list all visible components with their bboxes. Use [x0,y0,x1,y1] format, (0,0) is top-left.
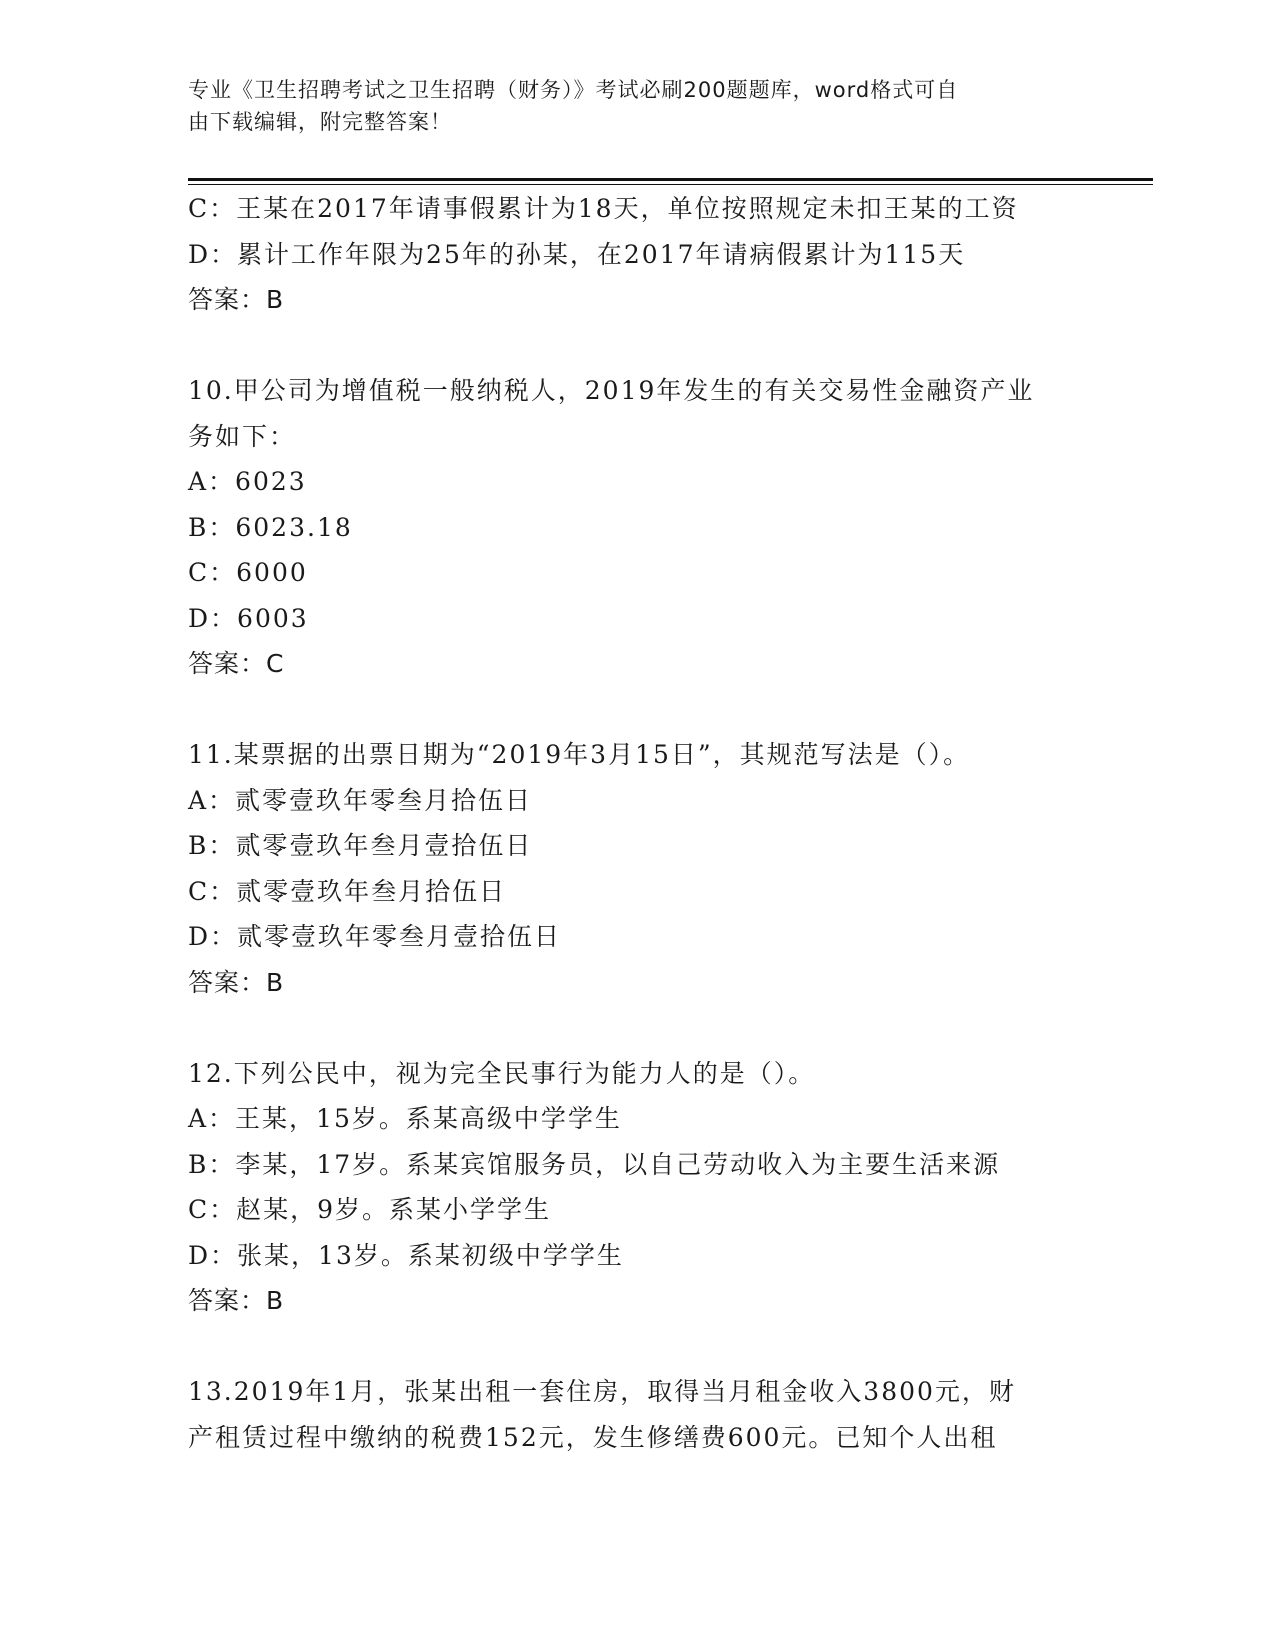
option-c: C：6000 [188,558,308,587]
option-d: D：贰零壹玖年零叁月壹拾伍日 [188,922,562,951]
answer: 答案：B [188,967,285,997]
question-text-line-1: 13.2019年1月，张某出租一套住房，取得当月租金收入3800元，财 [188,1377,1016,1406]
spacer [188,323,1088,369]
answer: 答案：B [188,285,285,314]
option-a: A：6023 [188,467,307,496]
question-13 [188,1369,1088,1460]
question-text: 11.某票据的出票日期为“2019年3月15日”，其规范写法是（）。 [188,740,971,769]
question-text-line-2: 务如下： [188,421,297,451]
option-b: B：贰零壹玖年叁月壹拾伍日 [188,831,533,860]
option-b: B：6023.18 [188,512,353,542]
question-12 [188,1051,1088,1324]
answer: 答案：C [188,649,285,678]
option-b: B：李某，17岁。系某宾馆服务员，以自己劳动收入为主要生活来源 [188,1149,1001,1179]
option-a: A：贰零壹玖年零叁月拾伍日 [188,785,533,815]
header-line-1: 专业《卫生招聘考试之卫生招聘（财务）》考试必刷200题题库，word格式可自 [188,78,959,102]
option-d: D：张某，13岁。系某初级中学学生 [188,1240,624,1270]
answer: 答案：B [188,1286,285,1315]
question-10 [188,368,1088,687]
question-list [188,186,1088,1460]
header-divider-thick [188,178,1153,181]
document-header [188,74,1068,138]
spacer [188,687,1088,733]
option-d: D：累计工作年限为25年的孙某，在2017年请病假累计为115天 [188,239,966,269]
spacer [188,1005,1088,1051]
spacer [188,1324,1088,1370]
option-c: C：贰零壹玖年叁月拾伍日 [188,876,507,906]
question-text-line-1: 10.甲公司为增值税一般纳税人，2019年发生的有关交易性金融资产业 [188,376,1035,405]
option-a: A：王某，15岁。系某高级中学学生 [188,1104,622,1133]
option-d: D：6003 [188,603,309,633]
question-text: 12.下列公民中，视为完全民事行为能力人的是（）。 [188,1058,816,1088]
question-text-line-2: 产租赁过程中缴纳的税费152元，发生修缮费600元。已知个人出租 [188,1422,998,1452]
question-9 [188,186,1088,323]
option-c: C：王某在2017年请事假累计为18天，单位按照规定未扣王某的工资 [188,194,1019,223]
header-divider-thin [188,184,1153,185]
option-c: C：赵某，9岁。系某小学学生 [188,1195,552,1224]
question-11 [188,732,1088,1005]
header-line-2: 由下载编辑，附完整答案！ [188,110,452,134]
